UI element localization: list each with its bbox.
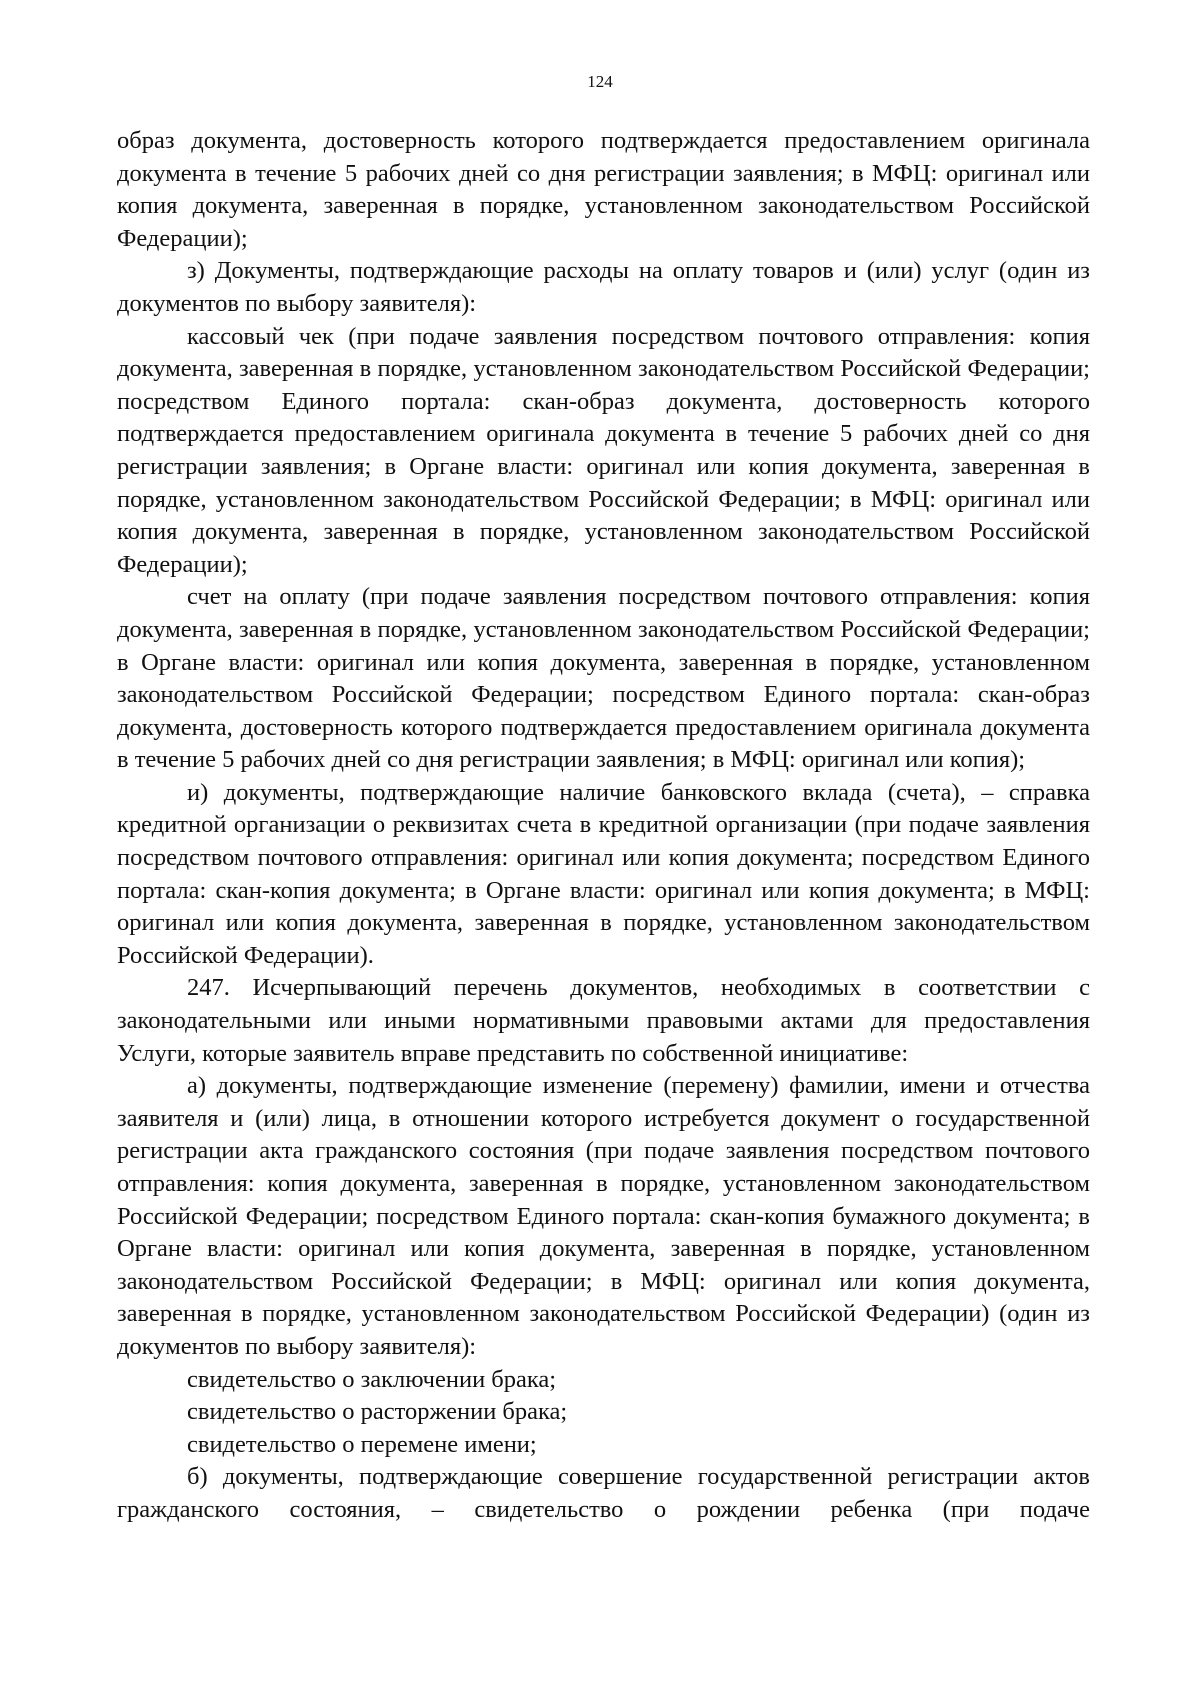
paragraph: и) документы, подтверждающие наличие банковского вклада (счета), – справка кредитной организации о реквизитах счета в кредитной организации (при подаче заявления посредством почтового отправления: оригинал или копия документа; посредством Единого портала: скан-копия документа; в Органе власти: оригинал или копия документа; в МФЦ: оригинал или копия документа, заверенная в порядке, установленном законодательством Российской Федерации). <box>117 778 1090 969</box>
document-body <box>117 125 1090 1527</box>
paragraph: з) Документы, подтверждающие расходы на оплату товаров и (или) услуг (один из документов по выбору заявителя): <box>117 257 1090 317</box>
paragraph: 247. Исчерпывающий перечень документов, необходимых в соответствии с законодательными или иными нормативными правовыми актами для предоставления Услуги, которые заявитель вправе представить по собственной инициативе: <box>117 974 1090 1067</box>
paragraph: б) документы, подтверждающие совершение государственной регистрации актов гражданского состояния, – свидетельство о рождении ребенка (при подаче <box>117 1463 1090 1523</box>
list-item: свидетельство о расторжении брака; <box>187 1398 568 1426</box>
paragraph: кассовый чек (при подаче заявления посредством почтового отправления: копия документа, заверенная в порядке, установленном законодательством Российской Федерации; посредством Единого портала: скан-образ документа, достоверность которого подтверждается предоставлением оригинала документа в течение 5 рабочих дней со дня регистрации заявления; в Органе власти: оригинал или копия документа, заверенная в порядке, установленном законодательством Российской Федерации; в МФЦ: оригинал или копия документа, заверенная в порядке, установленном законодательством Российской Федерации); <box>117 322 1090 578</box>
paragraph: образ документа, достоверность которого подтверждается предоставлением оригинала документа в течение 5 рабочих дней со дня регистрации заявления; в МФЦ: оригинал или копия документа, заверенная в порядке, установленном законодательством Российской Федерации); <box>117 127 1090 252</box>
paragraph: счет на оплату (при подаче заявления посредством почтового отправления: копия документа, заверенная в порядке, установленном законодательством Российской Федерации; в Органе власти: оригинал или копия документа, заверенная в порядке, установленном законодательством Российской Федерации; посредством Единого портала: скан-образ документа, достоверность которого подтверждается предоставлением оригинала документа в течение 5 рабочих дней со дня регистрации заявления; в МФЦ: оригинал или копия); <box>117 583 1090 774</box>
page-number: 124 <box>587 72 613 91</box>
list-item: свидетельство о заключении брака; <box>187 1365 557 1393</box>
list-item: свидетельство о перемене имени; <box>187 1430 537 1458</box>
paragraph: а) документы, подтверждающие изменение (перемену) фамилии, имени и отчества заявителя и (или) лица, в отношении которого истребуется документ о государственной регистрации акта гражданского состояния (при подаче заявления посредством почтового отправления: копия документа, заверенная в порядке, установленном законодательством Российской Федерации; посредством Единого портала: скан-копия бумажного документа; в Органе власти: оригинал или копия документа, заверенная в порядке, установленном законодательством Российской Федерации; в МФЦ: оригинал или копия документа, заверенная в порядке, установленном законодательством Российской Федерации) (один из документов по выбору заявителя): <box>117 1072 1090 1360</box>
